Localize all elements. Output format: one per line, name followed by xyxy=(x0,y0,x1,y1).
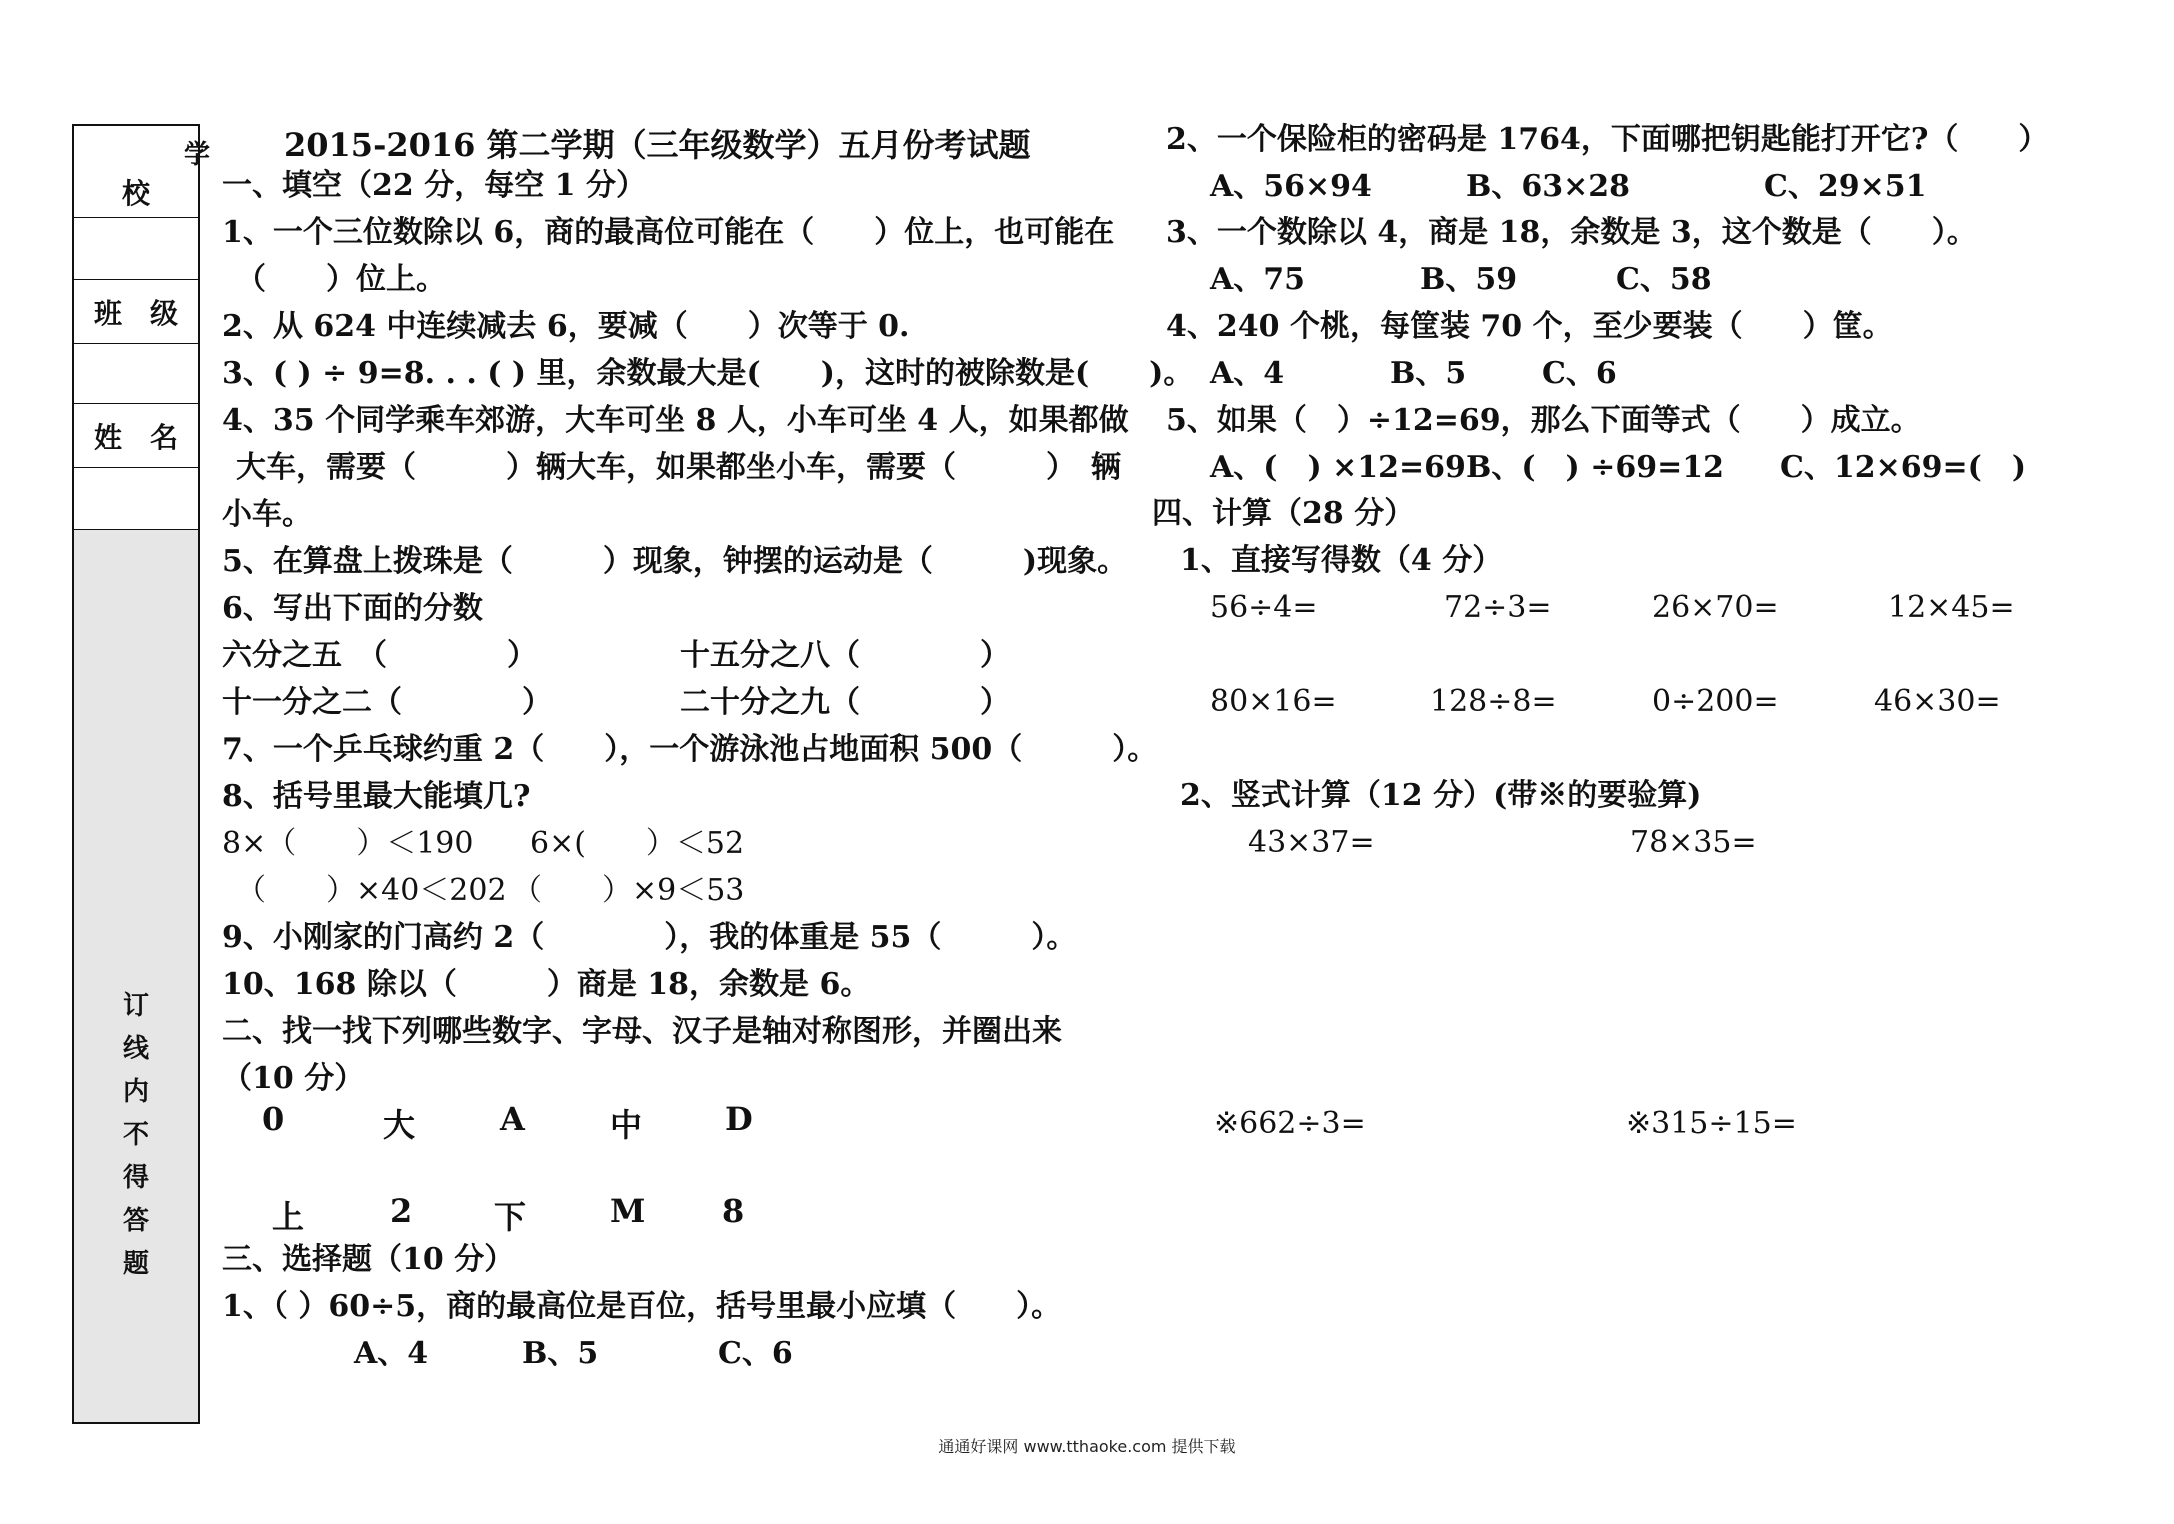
question-line: 1、一个三位数除以 6，商的最高位可能在（ ）位上，也可能在 xyxy=(222,215,1115,250)
figure-item[interactable]: 上 xyxy=(272,1198,305,1236)
vertical-calc-item: 78×35= xyxy=(1630,825,1757,860)
choice-option[interactable]: C、6 xyxy=(1542,356,1617,391)
calc-item: 72÷3= xyxy=(1444,590,1552,625)
choice-option[interactable]: A、75 xyxy=(1210,262,1306,297)
figure-item[interactable]: 下 xyxy=(494,1198,527,1236)
calc-item: 46×30= xyxy=(1874,684,2001,719)
question-line: 6、写出下面的分数 xyxy=(222,591,483,626)
seal-char: 题 xyxy=(122,1249,149,1279)
figure-item[interactable]: 中 xyxy=(610,1106,643,1144)
direct-calc-heading: 1、直接写得数（4 分） xyxy=(1180,543,1503,578)
question-line: 8、括号里最大能填几? xyxy=(222,779,531,814)
fill-item: （ ）×9＜53 xyxy=(512,873,745,908)
choice-option[interactable]: C、6 xyxy=(718,1336,793,1371)
figure-item[interactable]: 0 xyxy=(262,1100,285,1138)
question-line: 3、( ) ÷ 9=8. . . ( ) 里，余数最大是( )，这时的被除数是( )。 xyxy=(222,356,1194,391)
section2-heading: 二、找一找下列哪些数字、字母、汉子是轴对称图形，并圈出来 xyxy=(222,1014,1062,1049)
school-field[interactable] xyxy=(74,218,198,280)
calc-item: 12×45= xyxy=(1888,590,2015,625)
figure-item[interactable]: 2 xyxy=(390,1192,413,1230)
calc-item: 56÷4= xyxy=(1210,590,1318,625)
figure-item[interactable]: A xyxy=(500,1100,525,1138)
name-cell xyxy=(74,404,198,468)
choice-option[interactable]: B、5 xyxy=(522,1336,599,1371)
figure-item[interactable]: D xyxy=(725,1100,753,1138)
question-line: 7、一个乒乓球约重 2（ ），一个游泳池占地面积 500（ ）。 xyxy=(222,732,1158,767)
choice-option[interactable]: C、29×51 xyxy=(1764,169,1927,204)
choice-option[interactable]: C、12×69=( ) xyxy=(1780,450,2027,485)
figure-item[interactable]: 大 xyxy=(383,1106,416,1144)
question-line: 大车，需要（ ）辆大车，如果都坐小车，需要（ ） 辆 xyxy=(236,450,1121,485)
seal-char: 订 xyxy=(122,991,149,1021)
seal-char: 线 xyxy=(122,1034,149,1064)
choice-question: 3、一个数除以 4，商是 18，余数是 3，这个数是（ ）。 xyxy=(1166,215,1977,250)
figure-item[interactable]: M xyxy=(610,1192,646,1230)
question-line: 10、168 除以（ ）商是 18，余数是 6。 xyxy=(222,967,871,1002)
footer-credit: 通通好课网 www.tthaoke.com 提供下载 xyxy=(938,1437,1236,1456)
seal-char: 答 xyxy=(122,1206,149,1236)
choice-option[interactable]: A、4 xyxy=(1210,356,1285,391)
question-line: 9、小刚家的门高约 2（ ），我的体重是 55（ ）。 xyxy=(222,920,1077,955)
section1-heading: 一、填空（22 分，每空 1 分） xyxy=(222,168,646,203)
fraction-item: 二十分之九（ ） xyxy=(680,685,1010,720)
page-title: 2015-2016 第二学期（三年级数学）五月份考试题 xyxy=(284,126,1031,164)
section2-score: （10 分） xyxy=(222,1061,365,1096)
calc-item: 80×16= xyxy=(1210,684,1337,719)
school-label-top: 学 xyxy=(184,140,211,170)
name-label: 姓 名 xyxy=(93,420,178,454)
section4-heading: 四、计算（28 分） xyxy=(1152,496,1415,531)
fraction-item: 十五分之八（ ） xyxy=(680,638,1010,673)
vertical-calc-item: ※315÷15= xyxy=(1626,1106,1797,1141)
choice-option[interactable]: B、59 xyxy=(1420,262,1518,297)
choice-question: 5、如果（ ）÷12=69，那么下面等式（ ）成立。 xyxy=(1166,403,1921,438)
choice-option[interactable]: B、( ) ÷69=12 xyxy=(1466,450,1724,485)
choice-question: 1、（ ）60÷5，商的最高位是百位，括号里最小应填（ ）。 xyxy=(222,1289,1062,1324)
section3-heading: 三、选择题（10 分） xyxy=(222,1242,515,1277)
calc-item: 128÷8= xyxy=(1430,684,1557,719)
calc-item: 0÷200= xyxy=(1652,684,1779,719)
fill-item: 6×( ）＜52 xyxy=(530,826,745,861)
figure-item[interactable]: 8 xyxy=(722,1192,745,1230)
vertical-calc-heading: 2、竖式计算（12 分）(带※的要验算) xyxy=(1180,778,1702,813)
question-line: 2、从 624 中连续减去 6，要减（ ）次等于 0. xyxy=(222,309,910,344)
class-label: 班 级 xyxy=(93,296,178,330)
choice-question: 2、一个保险柜的密码是 1764，下面哪把钥匙能打开它?（ ） xyxy=(1166,122,2049,157)
fraction-item: 六分之五 （ ） xyxy=(222,638,537,673)
fill-item: 8×（ ）＜190 xyxy=(222,826,474,861)
choice-option[interactable]: A、( ) ×12=69 xyxy=(1210,450,1466,485)
question-line: 4、35 个同学乘车郊游，大车可坐 8 人，小车可坐 4 人，如果都做 xyxy=(222,403,1129,438)
question-line: （ ）位上。 xyxy=(236,262,446,297)
seal-area xyxy=(74,530,198,1422)
choice-option[interactable]: B、5 xyxy=(1390,356,1467,391)
choice-option[interactable]: B、63×28 xyxy=(1466,169,1630,204)
seal-char: 不 xyxy=(122,1120,149,1150)
fill-item: （ ）×40＜202 xyxy=(236,873,507,908)
choice-option[interactable]: C、58 xyxy=(1616,262,1712,297)
school-label: 校 xyxy=(121,176,150,210)
choice-question: 4、240 个桃，每筐装 70 个，至少要装（ ）筐。 xyxy=(1166,309,1893,344)
choice-option[interactable]: A、56×94 xyxy=(1210,169,1372,204)
choice-option[interactable]: A、4 xyxy=(354,1336,429,1371)
school-cell xyxy=(74,126,198,218)
seal-char: 内 xyxy=(122,1077,149,1107)
seal-char: 得 xyxy=(122,1163,149,1193)
fraction-item: 十一分之二（ ） xyxy=(222,685,552,720)
calc-item: 26×70= xyxy=(1652,590,1779,625)
vertical-calc-item: ※662÷3= xyxy=(1214,1106,1366,1141)
question-line: 5、在算盘上拨珠是（ ）现象，钟摆的运动是（ )现象。 xyxy=(222,544,1128,579)
class-field[interactable] xyxy=(74,344,198,404)
question-line: 小车。 xyxy=(222,497,312,532)
name-field[interactable] xyxy=(74,468,198,530)
binding-margin xyxy=(72,124,211,1424)
class-cell xyxy=(74,280,198,344)
vertical-calc-item: 43×37= xyxy=(1248,825,1375,860)
